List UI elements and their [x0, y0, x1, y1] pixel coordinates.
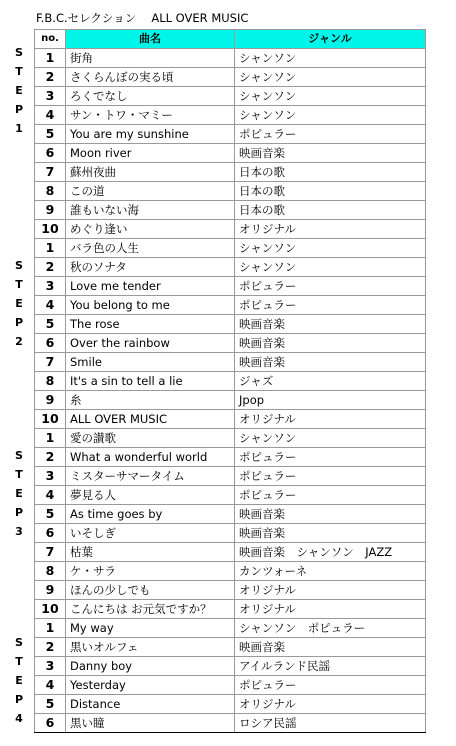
table-row — [35, 676, 426, 695]
song-number: 7 — [35, 163, 66, 182]
song-title: 蘇州夜曲 — [66, 163, 235, 182]
song-title: 夢見る人 — [66, 486, 235, 505]
song-genre: シャンソン ポピュラー — [235, 619, 426, 638]
song-title: ミスターサマータイム — [66, 467, 235, 486]
song-number: 9 — [35, 581, 66, 600]
song-title: 糸 — [66, 391, 235, 410]
header-song: 曲名 — [66, 30, 235, 49]
song-number: 4 — [35, 486, 66, 505]
table-row — [35, 277, 426, 296]
song-title: It's a sin to tell a lie — [66, 372, 235, 391]
song-title: Distance — [66, 695, 235, 714]
table-row — [35, 638, 426, 657]
table-row — [35, 619, 426, 638]
song-title: 枯葉 — [66, 543, 235, 562]
song-number: 6 — [35, 334, 66, 353]
table-row — [35, 714, 426, 733]
song-genre: ポピュラー — [235, 448, 426, 467]
table-row — [35, 144, 426, 163]
song-genre: シャンソン — [235, 106, 426, 125]
song-genre: オリジナル — [235, 220, 426, 239]
song-number: 3 — [35, 277, 66, 296]
song-number: 5 — [35, 315, 66, 334]
song-genre: シャンソン — [235, 258, 426, 277]
song-genre: ポピュラー — [235, 277, 426, 296]
song-number: 1 — [35, 429, 66, 448]
song-number: 9 — [35, 201, 66, 220]
song-number: 9 — [35, 391, 66, 410]
song-genre: 映画音楽 — [235, 353, 426, 372]
table-row — [35, 334, 426, 353]
song-genre: シャンソン — [235, 429, 426, 448]
song-title: Danny boy — [66, 657, 235, 676]
song-title: Moon river — [66, 144, 235, 163]
table-row — [35, 182, 426, 201]
song-genre: 映画音楽 シャンソン JAZZ — [235, 543, 426, 562]
song-number: 8 — [35, 372, 66, 391]
table-row — [35, 410, 426, 429]
song-title: Yesterday — [66, 676, 235, 695]
song-genre: ポピュラー — [235, 467, 426, 486]
table-row — [35, 581, 426, 600]
song-number: 1 — [35, 619, 66, 638]
song-title: You belong to me — [66, 296, 235, 315]
song-genre: ポピュラー — [235, 486, 426, 505]
song-number: 3 — [35, 657, 66, 676]
song-title: 誰もいない海 — [66, 201, 235, 220]
table-row — [35, 505, 426, 524]
song-title: The rose — [66, 315, 235, 334]
song-number: 10 — [35, 220, 66, 239]
song-title: いそしぎ — [66, 524, 235, 543]
song-title: Over the rainbow — [66, 334, 235, 353]
table-header-row — [35, 30, 426, 49]
table-row — [35, 239, 426, 258]
table-row — [35, 201, 426, 220]
song-number: 1 — [35, 49, 66, 68]
table-row — [35, 657, 426, 676]
table-row — [35, 600, 426, 619]
song-genre: アイルランド民謡 — [235, 657, 426, 676]
table-row — [35, 125, 426, 144]
song-genre: 日本の歌 — [235, 182, 426, 201]
table-row — [35, 258, 426, 277]
song-number: 7 — [35, 543, 66, 562]
song-genre: シャンソン — [235, 68, 426, 87]
song-genre: オリジナル — [235, 600, 426, 619]
song-genre: シャンソン — [235, 49, 426, 68]
song-genre: 映画音楽 — [235, 524, 426, 543]
song-genre: シャンソン — [235, 239, 426, 258]
song-title: What a wonderful world — [66, 448, 235, 467]
song-title: ろくでなし — [66, 87, 235, 106]
song-genre: オリジナル — [235, 410, 426, 429]
table-row — [35, 429, 426, 448]
song-number: 1 — [35, 239, 66, 258]
song-genre: シャンソン — [235, 87, 426, 106]
song-number: 10 — [35, 600, 66, 619]
song-number: 4 — [35, 676, 66, 695]
song-number: 6 — [35, 144, 66, 163]
song-title: ALL OVER MUSIC — [66, 410, 235, 429]
song-number: 6 — [35, 524, 66, 543]
song-genre: 映画音楽 — [235, 505, 426, 524]
song-genre: オリジナル — [235, 695, 426, 714]
table-row — [35, 315, 426, 334]
song-title: ケ・サラ — [66, 562, 235, 581]
song-title: As time goes by — [66, 505, 235, 524]
song-genre: 映画音楽 — [235, 334, 426, 353]
step-label-4: S T E P 4 — [14, 636, 24, 725]
step-label-3: S T E P 3 — [14, 449, 24, 538]
song-number: 5 — [35, 695, 66, 714]
table-row — [35, 87, 426, 106]
song-genre: ポピュラー — [235, 125, 426, 144]
step-label-1: S T E P 1 — [14, 46, 24, 135]
table-row — [35, 448, 426, 467]
song-title: この道 — [66, 182, 235, 201]
song-genre: カンツォーネ — [235, 562, 426, 581]
table-row — [35, 353, 426, 372]
song-number: 4 — [35, 106, 66, 125]
table-row — [35, 562, 426, 581]
song-title: さくらんぼの実る頃 — [66, 68, 235, 87]
song-title: こんにちは お元気ですか？ — [66, 600, 235, 619]
step-label-2: S T E P 2 — [14, 259, 24, 348]
song-number: 3 — [35, 87, 66, 106]
song-number: 6 — [35, 714, 66, 733]
table-body — [35, 49, 426, 733]
table-row — [35, 296, 426, 315]
table-row — [35, 163, 426, 182]
page-title: F.B.C.セレクション ALL OVER MUSIC — [36, 11, 249, 25]
table-row — [35, 49, 426, 68]
song-title: サン・トワ・マミー — [66, 106, 235, 125]
table-row — [35, 524, 426, 543]
song-genre: Jpop — [235, 391, 426, 410]
song-genre: ポピュラー — [235, 676, 426, 695]
song-genre: 日本の歌 — [235, 201, 426, 220]
header-genre: ジャンル — [235, 30, 426, 49]
song-title: 黒い瞳 — [66, 714, 235, 733]
song-number: 2 — [35, 258, 66, 277]
song-genre: ロシア民謡 — [235, 714, 426, 733]
song-genre: オリジナル — [235, 581, 426, 600]
table-row — [35, 372, 426, 391]
song-title: Smile — [66, 353, 235, 372]
song-title: My way — [66, 619, 235, 638]
song-genre: 日本の歌 — [235, 163, 426, 182]
song-genre: ポピュラー — [235, 296, 426, 315]
table-row — [35, 543, 426, 562]
song-title: バラ色の人生 — [66, 239, 235, 258]
song-number: 5 — [35, 505, 66, 524]
song-genre: 映画音楽 — [235, 144, 426, 163]
song-title: ほんの少しでも — [66, 581, 235, 600]
song-title: Love me tender — [66, 277, 235, 296]
table-row — [35, 467, 426, 486]
song-number: 2 — [35, 638, 66, 657]
song-number: 10 — [35, 410, 66, 429]
song-title: You are my sunshine — [66, 125, 235, 144]
song-number: 7 — [35, 353, 66, 372]
song-number: 2 — [35, 68, 66, 87]
song-title: めぐり逢い — [66, 220, 235, 239]
table-row — [35, 220, 426, 239]
song-number: 4 — [35, 296, 66, 315]
table-row — [35, 391, 426, 410]
table-row — [35, 106, 426, 125]
song-title: 愛の讃歌 — [66, 429, 235, 448]
song-number: 8 — [35, 562, 66, 581]
song-title: 街角 — [66, 49, 235, 68]
song-number: 3 — [35, 467, 66, 486]
song-title: 黒いオルフェ — [66, 638, 235, 657]
song-number: 5 — [35, 125, 66, 144]
song-genre: 映画音楽 — [235, 315, 426, 334]
song-title: 秋のソナタ — [66, 258, 235, 277]
table-row — [35, 486, 426, 505]
header-no: no. — [35, 30, 66, 49]
song-number: 8 — [35, 182, 66, 201]
song-number: 2 — [35, 448, 66, 467]
table-row — [35, 695, 426, 714]
song-genre: 映画音楽 — [235, 638, 426, 657]
table-row — [35, 68, 426, 87]
song-genre: ジャズ — [235, 372, 426, 391]
song-table — [34, 29, 426, 733]
